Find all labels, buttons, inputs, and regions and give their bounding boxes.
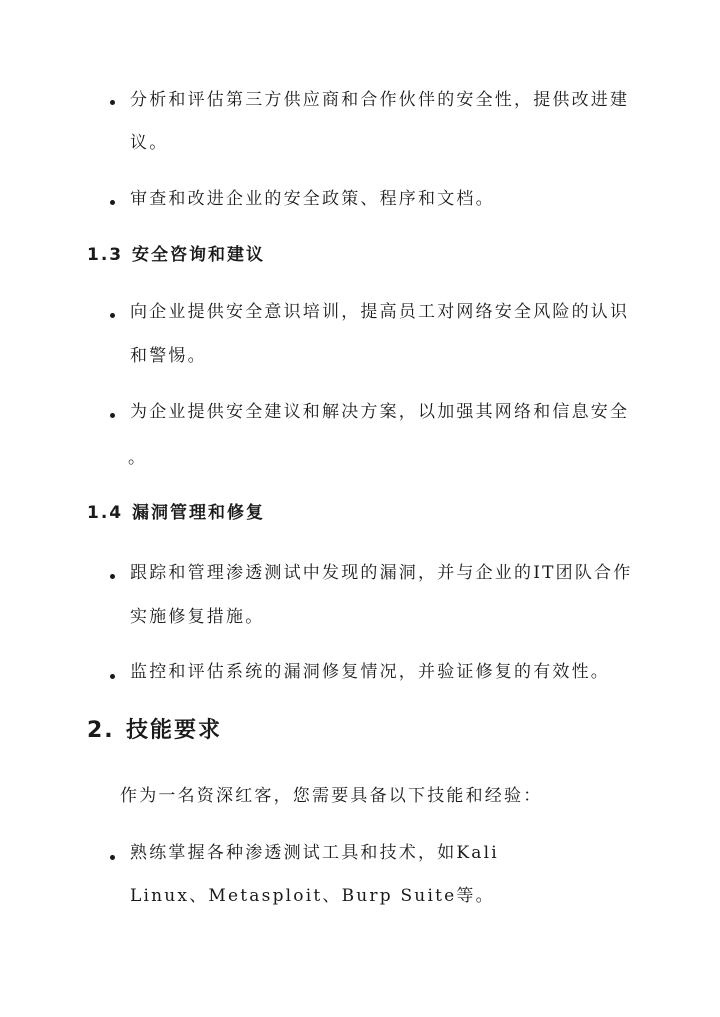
list-item-text: 分析和评估第三方供应商和合作伙伴的安全性，提供改进建 xyxy=(130,90,630,110)
bullet-icon xyxy=(110,313,115,318)
bullet-icon xyxy=(110,413,115,418)
section-heading: 技能要求 xyxy=(126,718,223,743)
list-item-text: 和警惕。 xyxy=(130,346,207,366)
section-number: 1.3 xyxy=(87,245,124,265)
bullet-icon xyxy=(110,674,115,679)
section-heading: 漏洞管理和修复 xyxy=(132,503,265,523)
list-item-text: 审查和改进企业的安全政策、程序和文档。 xyxy=(130,189,495,209)
list-item-text: Linux、Metasploit、Burp Suite等。 xyxy=(130,886,495,906)
list-item-text: 跟踪和管理渗透测试中发现的漏洞，并与企业的IT团队合作 xyxy=(130,563,633,583)
list-item-text: 向企业提供安全意识培训，提高员工对网络安全风险的认识 xyxy=(130,302,630,322)
paragraph-text: 作为一名资深红客，您需要具备以下技能和经验： xyxy=(120,786,543,806)
bullet-icon xyxy=(110,855,115,860)
bullet-icon xyxy=(110,200,115,205)
list-item-text: 实施修复措施。 xyxy=(130,607,265,627)
list-item-text: 为企业提供安全建议和解决方案，以加强其网络和信息安全 xyxy=(130,402,630,422)
list-item-text: 熟练掌握各种渗透测试工具和技术，如Kali xyxy=(130,843,499,863)
list-item-text: 。 xyxy=(128,448,148,468)
section-number: 1.4 xyxy=(87,503,124,523)
list-item-text: 监控和评估系统的漏洞修复情况，并验证修复的有效性。 xyxy=(130,662,610,682)
section-number: 2. xyxy=(87,718,115,743)
list-item-text: 议。 xyxy=(130,133,169,153)
section-heading: 安全咨询和建议 xyxy=(132,245,265,265)
bullet-icon xyxy=(110,100,115,105)
bullet-icon xyxy=(110,574,115,579)
